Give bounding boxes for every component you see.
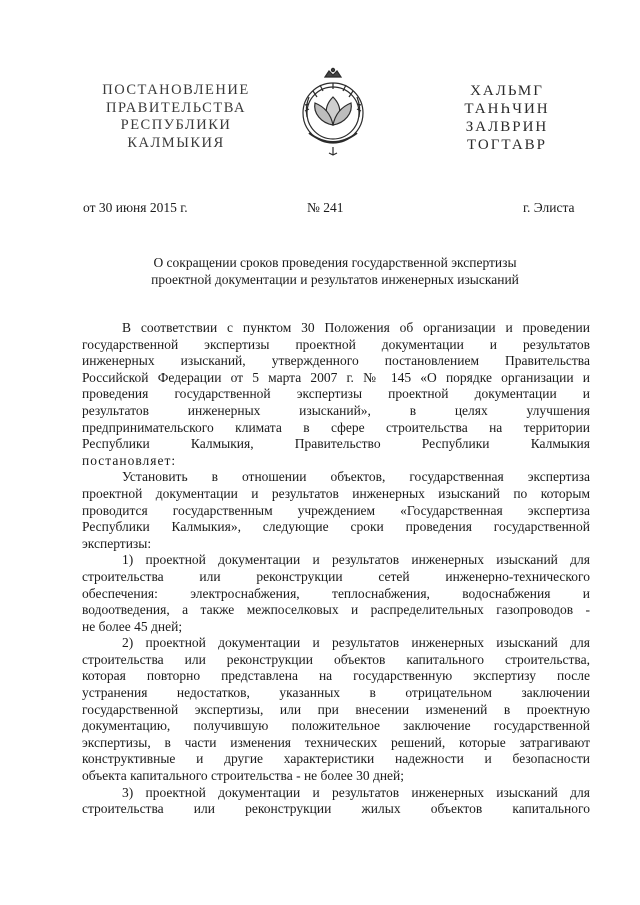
body-line: водоотведения, а также межпоселковых и распределительных газопроводов - bbox=[82, 602, 590, 618]
body-line: проектной документации и результатов инженерных изысканий по которым bbox=[82, 485, 590, 501]
body-line: строительства или реконструкции объектов капитального строительства, bbox=[82, 651, 590, 667]
body-line: экспертизы: bbox=[82, 535, 152, 551]
body-line: 3) проектной документации и результатов инженерных изысканий для bbox=[122, 784, 590, 800]
coat-of-arms-icon bbox=[295, 67, 371, 157]
body-line: проведения государственной экспертизы проектной документации и bbox=[82, 386, 590, 402]
header-right-line: ЗАЛВРИН bbox=[465, 119, 549, 135]
body-line: результатов инженерных изысканий», в целях улучшения bbox=[82, 402, 590, 418]
body-line: документацию, получившую положительное заключение государственной bbox=[82, 718, 590, 734]
body-line: строительства или реконструкции сетей инженерно-технического bbox=[82, 568, 590, 584]
document-number: № 241 bbox=[307, 200, 344, 215]
body-line: строительства или реконструкции жилых объектов капитального bbox=[82, 801, 590, 817]
body-line-decree-word: постановляет: bbox=[82, 452, 177, 468]
header-right-line: ХАЛЬМГ bbox=[470, 83, 544, 99]
body-line: Российской Федерации от 5 марта 2007 г. № 145 «О порядке организации и bbox=[82, 369, 590, 385]
body-line: Республики Калмыкия», следующие сроки проведения государственной bbox=[82, 519, 590, 535]
body-line: Республики Калмыкия, Правительство Республики Калмыкия bbox=[82, 436, 590, 452]
header-kalmyk-title bbox=[452, 82, 562, 154]
body-line: предпринимательского климата в сфере строительства на территории bbox=[82, 419, 590, 435]
header-left-line: ПОСТАНОВЛЕНИЕ bbox=[102, 82, 250, 98]
body-line: 2) проектной документации и результатов инженерных изысканий для bbox=[122, 635, 590, 651]
body-line: государственной экспертизы, или при внесении изменений в проектную bbox=[82, 701, 590, 717]
body-line: государственной экспертизы проектной документации и результатов bbox=[82, 336, 590, 352]
body-line: 1) проектной документации и результатов инженерных изысканий для bbox=[122, 552, 590, 568]
body-line: проводится государственным учреждением «Государственная экспертиза bbox=[82, 502, 590, 518]
header-left-line: ПРАВИТЕЛЬСТВА bbox=[106, 99, 246, 116]
header-right-line: ТАНҺЧИН bbox=[464, 101, 550, 117]
header-left-line: РЕСПУБЛИКИ bbox=[120, 117, 232, 133]
title-line: О сокращении сроков проведения государственной экспертизы bbox=[153, 255, 517, 270]
header-right-line: ТОГТАВР bbox=[466, 137, 548, 153]
document-city: г. Элиста bbox=[523, 200, 575, 215]
title-line: проектной документации и результатов инженерных изысканий bbox=[151, 271, 519, 287]
body-line: объекта капитального строительства - не более 30 дней; bbox=[82, 768, 405, 784]
body-line: не более 45 дней; bbox=[82, 618, 183, 634]
body-line: экспертизы, в части изменения технических решений, которые затрагивают bbox=[82, 734, 590, 750]
body-line: обеспечения: электроснабжения, теплоснабжения, водоснабжения и bbox=[82, 585, 590, 601]
body-line: конструктивные и другие характеристики надежности и безопасности bbox=[82, 751, 590, 767]
body-line: устранения недостатков, указанных в отрицательном заключении bbox=[82, 685, 590, 701]
document-title bbox=[80, 255, 590, 288]
body-line: В соответствии с пунктом 30 Положения об организации и проведении bbox=[122, 320, 590, 335]
body-line: Установить в отношении объектов, государственная экспертиза bbox=[122, 469, 590, 485]
header-left-line: КАЛМЫКИЯ bbox=[127, 134, 225, 151]
header-russian-title bbox=[84, 82, 268, 152]
body-line: которая повторно представлена на государственную экспертизу после bbox=[82, 668, 590, 684]
document-date: от 30 июня 2015 г. bbox=[83, 200, 188, 215]
document-body bbox=[82, 320, 590, 818]
body-line: инженерных изысканий, утвержденного постановлением Правительства bbox=[82, 353, 590, 369]
